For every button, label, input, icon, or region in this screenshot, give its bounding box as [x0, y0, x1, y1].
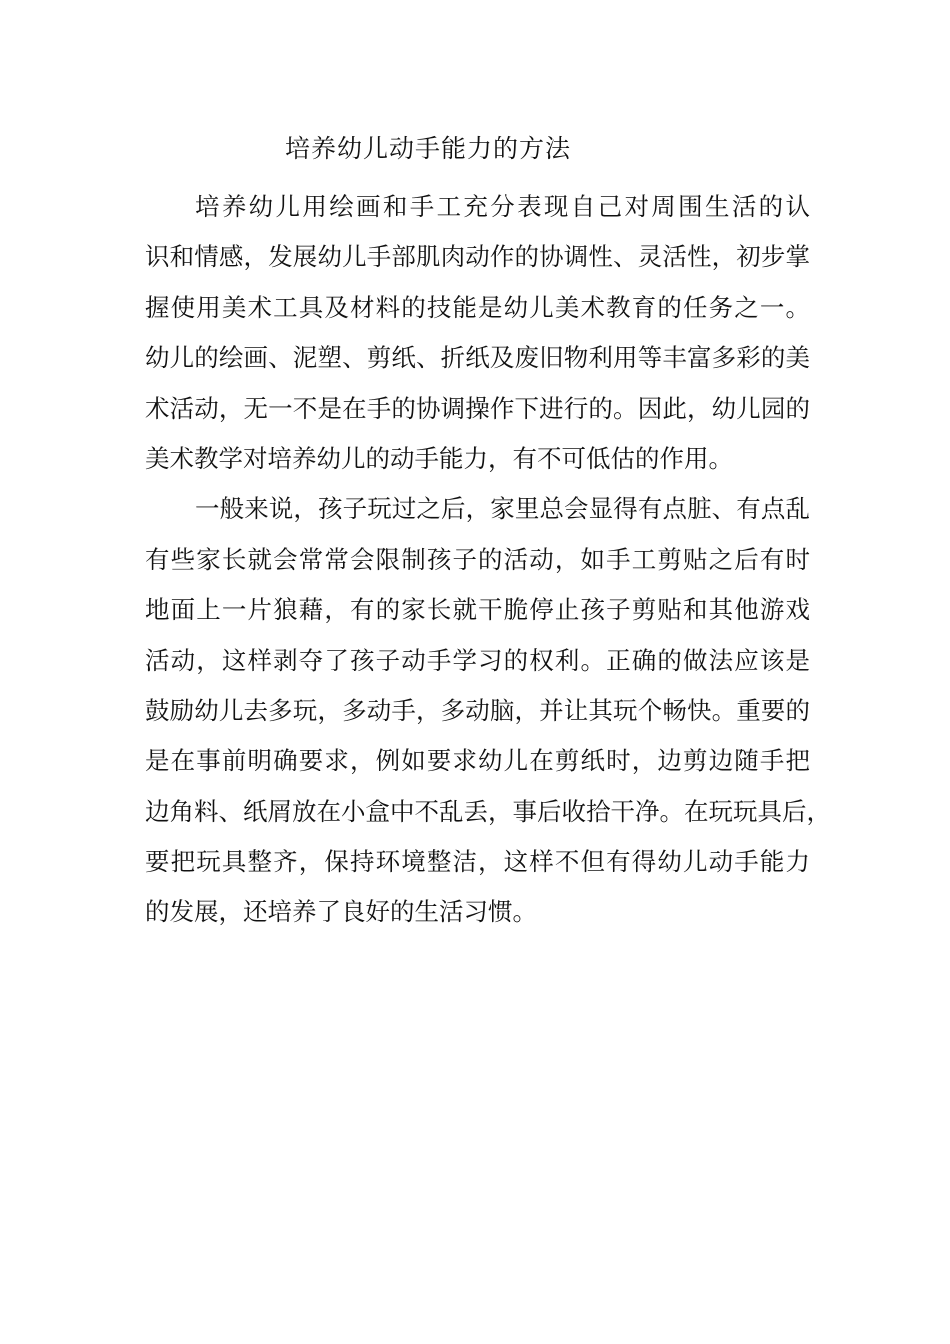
paragraph-line: 一般来说，孩子玩过之后，家里总会显得有点脏、有点乱: [195, 494, 810, 524]
paragraph-2: [145, 484, 831, 938]
paragraph-line: 幼儿的绘画、泥塑、剪纸、折纸及废旧物利用等丰富多彩的美: [145, 343, 810, 373]
paragraph-line: 边角料、纸屑放在小盒中不乱丢，事后收拾干净。在玩玩具后，: [145, 796, 831, 826]
paragraph-line: 要把玩具整齐，保持环境整洁，这样不但有得幼儿动手能力: [145, 847, 810, 877]
paragraph-line: 识和情感，发展幼儿手部肌肉动作的协调性、灵活性，初步掌: [145, 242, 810, 272]
paragraph-line: 的发展，还培养了良好的生活习惯。: [145, 897, 537, 927]
paragraph-line: 术活动，无一不是在手的协调操作下进行的。因此，幼儿园的: [145, 393, 810, 423]
document-body: [145, 182, 831, 938]
paragraph-line: 活动，这样剥夺了孩子动手学习的权利。正确的做法应该是: [145, 645, 810, 675]
paragraph-line: 握使用美术工具及材料的技能是幼儿美术教育的任务之一。: [145, 292, 810, 322]
paragraph-line: 鼓励幼儿去多玩，多动手，多动脑，并让其玩个畅快。重要的: [145, 695, 810, 725]
paragraph-line: 美术教学对培养幼儿的动手能力，有不可低估的作用。: [145, 443, 733, 473]
paragraph-line: 是在事前明确要求，例如要求幼儿在剪纸时，边剪边随手把: [145, 746, 810, 776]
paragraph-line: 有些家长就会常常会限制孩子的活动，如手工剪贴之后有时: [145, 544, 810, 574]
paragraph-line: 培养幼儿用绘画和手工充分表现自己对周围生活的认: [195, 192, 810, 221]
document-title: 培养幼儿动手能力的方法: [285, 134, 572, 163]
paragraph-line: 地面上一片狼藉，有的家长就干脆停止孩子剪贴和其他游戏: [145, 595, 810, 625]
paragraph-1: [145, 182, 810, 484]
